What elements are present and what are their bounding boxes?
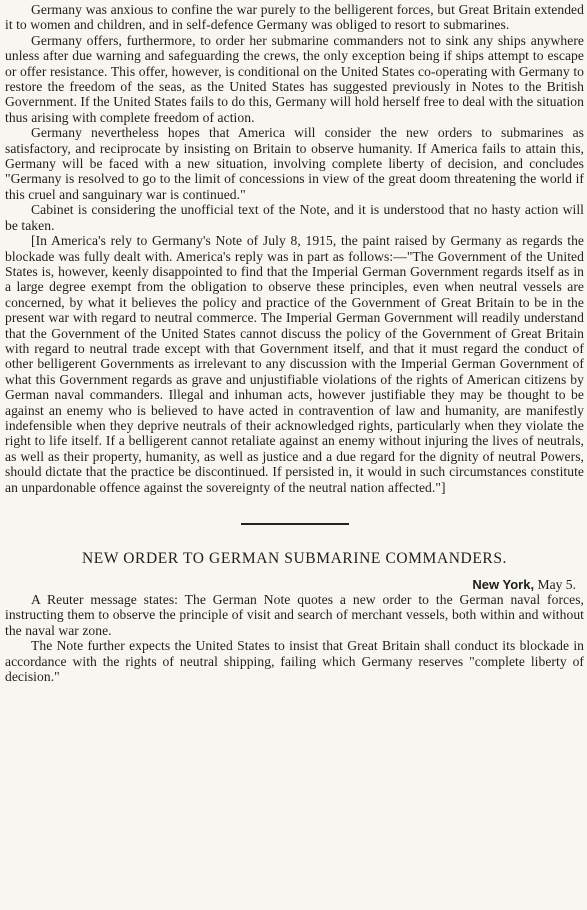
article-paragraph: Germany was anxious to confine the war purely to the belligerent forces, but Great Britain extended it to women and children, and in self-defence Germany was obliged to resort to submarines. [5, 2, 584, 33]
dateline [5, 577, 584, 592]
dateline-date: May 5. [537, 577, 576, 592]
article-paragraph: Germany nevertheless hopes that America will consider the new orders to submarines as satisfactory, and reciprocate by insisting on Britain to observe humanity. If America fails to attain this, Germany will be faced with a new situation, involving complete liberty of decision, and concludes "Germany is resolved to go to the limit of concessions in view of the great doom threatening the world if this cruel and sanguinary war is continued." [5, 125, 584, 202]
section-divider [5, 495, 584, 547]
section-paragraph: The Note further expects the United States to insist that Great Britain shall conduct its blockade in accordance with the rights of neutral shipping, failing which Germany reserves "complete liberty of decision." [5, 638, 584, 685]
article-paragraph: Cabinet is considering the unofficial text of the Note, and it is understood that no hasty action will be taken. [5, 202, 584, 233]
article-body [5, 2, 584, 495]
news-section [5, 547, 584, 684]
article-paragraph: [In America's rely to Germany's Note of July 8, 1915, the paint raised by Germany as regards the blockade was fully dealt with. America's reply was in part as follows:—"The Government of the United States is, however, keenly disappointed to find that the Imperial German Government regards itself as in a large degree exempt from the obligation to observe these principles, even when neutral vessels are concerned, by what it believes the policy and practice of the Government of Great Britain to be in the present war with regard to neutral commerce. The Imperial German Government will readily understand that the Government of the United States cannot discuss the policy of the Government of Great Britain with regard to neutral trade except with that Government itself, and that it must regard the conduct of other belligerent Governments as irrelevant to any discussion with the Imperial German Government of what this Government regards as grave and unjustifiable violations of the rights of American citizens by German naval commanders. Illegal and inhuman acts, however justifiable they may be thought to be against an enemy who is believed to have acted in contravention of law and humanity, are manifestly indefensible when they deprive neutrals of their acknowledged rights, particularly when they violate the right to life itself. If a belligerent cannot retaliate against an enemy without injuring the lives of neutrals, as well as their property, humanity, as well as justice and a due regard for the dignity of neutral Powers, should dictate that the practice be discontinued. If persisted in, it would in such circumstances constitute an unpardonable offence against the sovereignty of the neutral nation affected."] [5, 233, 584, 495]
article-paragraph: Germany offers, furthermore, to order her submarine commanders not to sink any ships anywhere unless after due warning and safeguarding the crews, the only exception being if ships attempt to escape or offer resistance. This offer, however, is conditional on the United States co-operating with Germany to restore the freedom of the seas, as the United States has suggested previously in Notes to the British Government. If the United States fails to do this, Germany will hold herself free to deal with the situation thus arising with complete freedom of action. [5, 32, 584, 125]
section-paragraph: A Reuter message states: The German Note quotes a new order to the German naval forces, instructing them to observe the principle of visit and search of merchant vessels, both within and without the naval war zone. [5, 592, 584, 638]
section-headline: NEW ORDER TO GERMAN SUBMARINE COMMANDERS. [81, 550, 508, 567]
dateline-place: New York, [472, 577, 535, 592]
horizontal-rule [241, 523, 349, 525]
